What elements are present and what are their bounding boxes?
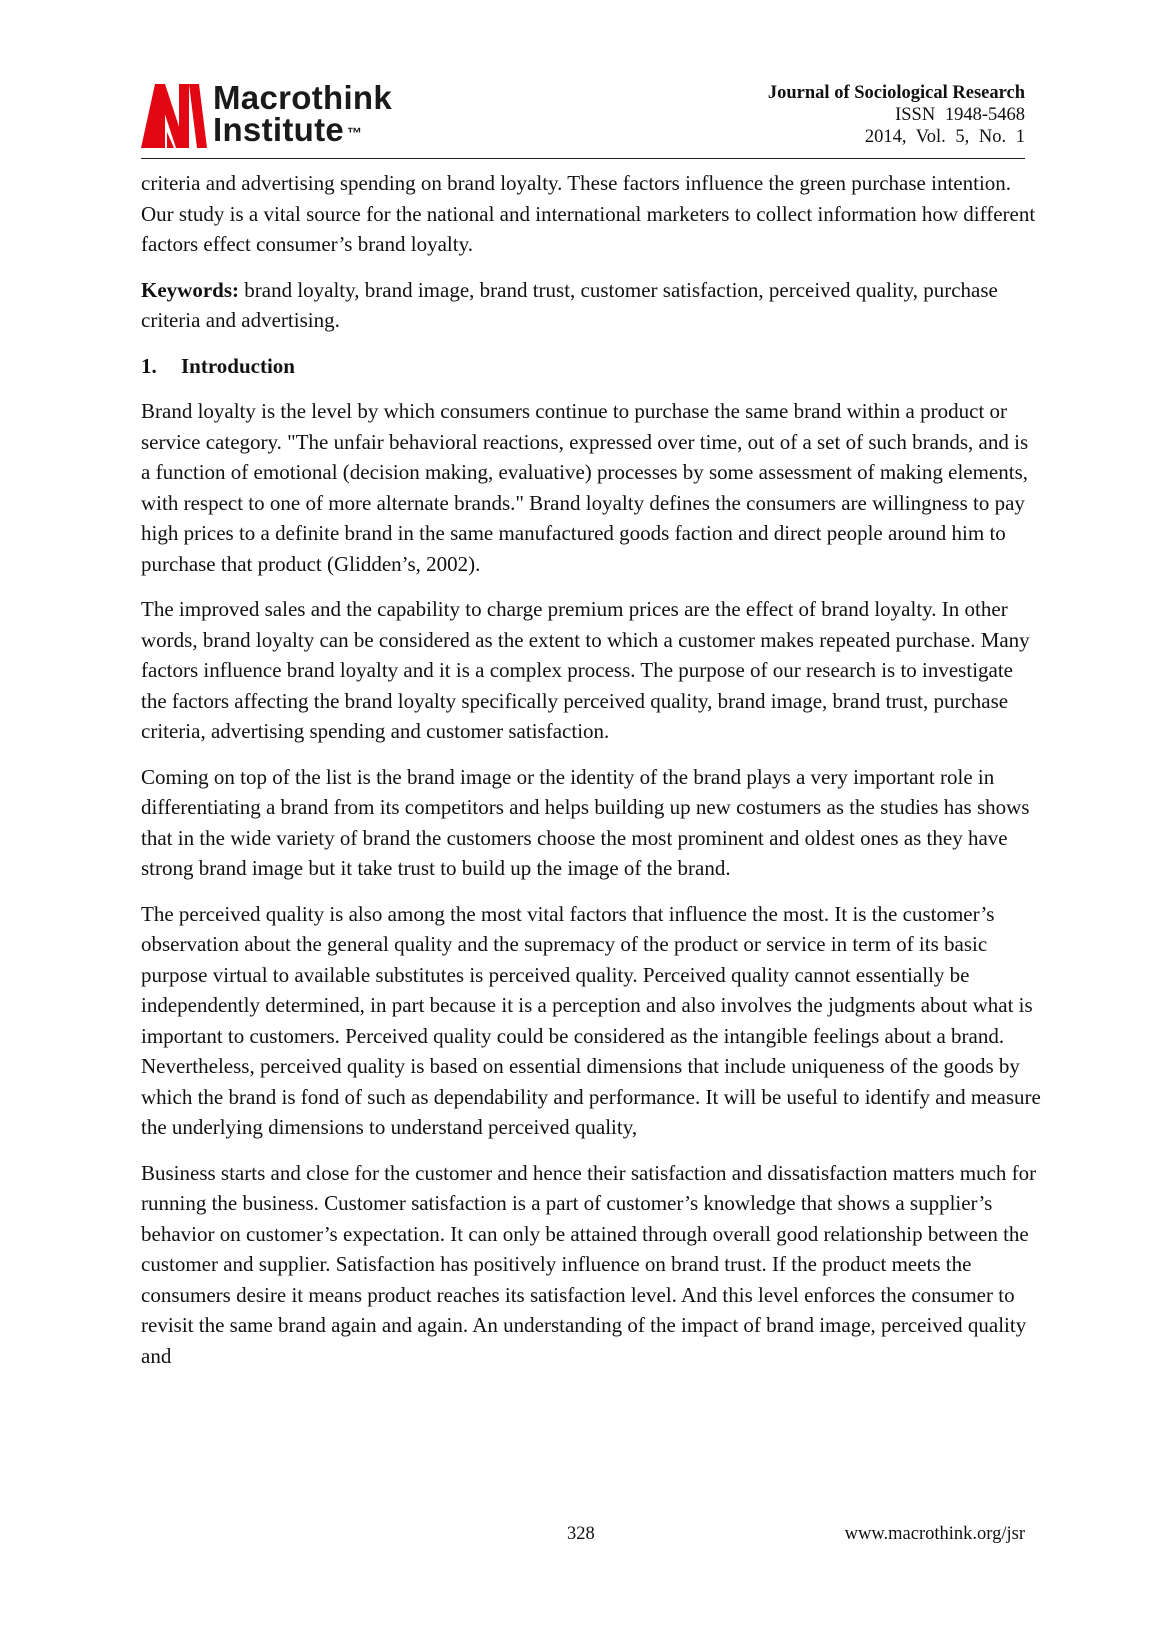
keywords-label: Keywords: <box>141 277 239 302</box>
logo-wordmark <box>213 79 393 148</box>
journal-url: www.macrothink.org/jsr <box>844 1524 1025 1544</box>
body-paragraph: The improved sales and the capability to charge premium prices are the effect of brand loyalty. In other words, brand loyalty can be considered as the extent to which a customer makes repeated purchase. Many factors influence brand loyalty and it is a complex process. The purpose of our research is to investigate the factors affecting the brand loyalty specifically perceived quality, brand image, brand trust, purchase criteria, advertising spending and customer satisfaction. <box>141 597 1030 743</box>
journal-volume: 2014, Vol. 5, No. 1 <box>864 127 1025 147</box>
publisher-logo <box>141 79 441 152</box>
journal-issn: ISSN 1948-5468 <box>895 105 1025 125</box>
macrothink-logo-icon <box>141 84 207 148</box>
abstract-continued-paragraph: criteria and advertising spending on brand loyalty. These factors influence the green purchase intention. Our study is a vital source for the national and international marketers to collect information how different factors effect consumer’s brand loyalty. <box>141 171 1036 256</box>
section-number: 1. <box>141 353 157 378</box>
section-heading <box>141 351 1041 382</box>
article-body <box>141 168 1041 1386</box>
trademark-symbol: ™ <box>347 125 363 142</box>
logo-line-2: Institute <box>213 111 345 148</box>
body-paragraph: The perceived quality is also among the most vital factors that influence the most. It is the customer’s observation about the general quality and the supremacy of the product or service in term of its basic purpose virtual to available substitutes is perceived quality. Perceived quality cannot essentially be independently determined, in part because it is a perception and also involves the judgments about what is important to customers. Perceived quality could be considered as the intangible feelings about a brand. Nevertheless, perceived quality is based on essential dimensions that include uniqueness of the goods by which the brand is fond of such as dependability and performance. It will be useful to identify and measure the underlying dimensions to understand perceived quality, <box>141 901 1041 1139</box>
keywords-paragraph <box>141 275 1041 336</box>
page-number: 328 <box>567 1524 595 1544</box>
page-header <box>141 78 1025 159</box>
journal-info <box>768 82 1025 148</box>
body-paragraph: Brand loyalty is the level by which consumers continue to purchase the same brand within a product or service category. "The unfair behavioral reactions, expressed over time, out of a set of such brands, and is a function of emotional (decision making, evaluative) processes by some assessment of making elements, with respect to one of more alternate brands." Brand loyalty defines the consumers are willingness to pay high prices to a definite brand in the same manufactured goods faction and direct people around him to purchase that product (Glidden’s, 2002). <box>141 399 1029 576</box>
body-paragraph: Coming on top of the list is the brand image or the identity of the brand plays a very important role in differentiating a brand from its competitors and helps building up new costumers as the studies has shows that in the wide variety of brand the customers choose the most prominent and oldest ones as they have strong brand image but it take trust to build up the image of the brand. <box>141 764 1030 880</box>
keywords-text: brand loyalty, brand image, brand trust, customer satisfaction, perceived quality, purchase criteria and advertising. <box>141 277 998 332</box>
logo-line-1: Macrothink <box>213 79 393 116</box>
body-paragraph: Business starts and close for the customer and hence their satisfaction and dissatisfaction matters much for running the business. Customer satisfaction is a part of customer’s knowledge that shows a supplier’s behavior on customer’s expectation. It can only be attained through overall good relationship between the customer and supplier. Satisfaction has positively influence on brand trust. If the product meets the consumers desire it means product reaches its satisfaction level. And this level enforces the consumer to revisit the same brand again and again. An understanding of the impact of brand image, perceived quality and <box>141 1160 1037 1368</box>
section-title: Introduction <box>181 353 295 378</box>
journal-name: Journal of Sociological Research <box>767 83 1025 103</box>
